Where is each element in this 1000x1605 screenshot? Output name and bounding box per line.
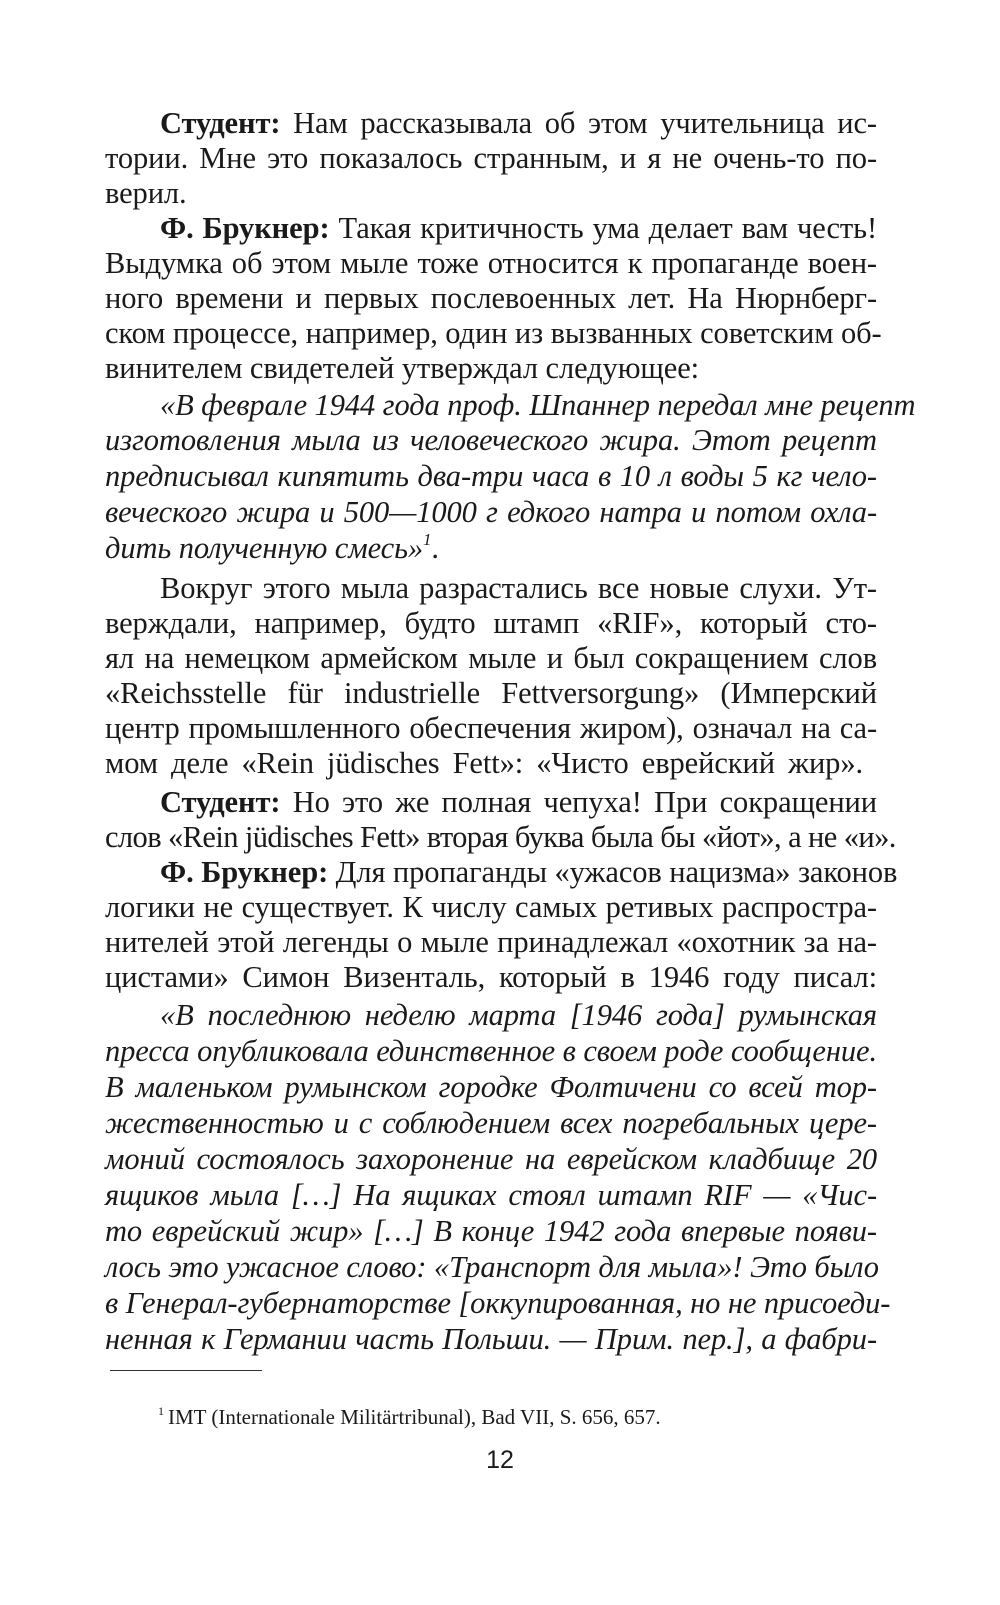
line-text: «Reichsstelle für industrielle Fettversorgung» (Имперский	[105, 676, 877, 710]
line-text: мом деле «Rein jüdisches Fett»: «Чисто еврейский жир».	[105, 746, 863, 780]
line-text: нителей этой легенды о мыле принадлежал «охотник за на-	[105, 925, 877, 959]
text-line	[0, 743, 1000, 783]
speaker-bruckner: Ф. Брукнер:	[160, 211, 330, 245]
text-line	[0, 138, 1000, 178]
quote-line	[0, 1067, 1000, 1107]
line-text: ском процессе, например, один из вызванных советским об-	[105, 316, 882, 350]
quote-line	[0, 492, 1000, 532]
line-content	[160, 208, 877, 248]
footnote-divider	[110, 1370, 262, 1371]
line-tail: .	[431, 531, 439, 565]
line-text: Вокруг этого мыла разрастались все новые слухи. Ут-	[160, 571, 877, 605]
line-text: изготовления мыла из человеческого жира. Этот рецепт	[105, 423, 877, 457]
line-text: веческого жира и 500—1000 г едкого натра и потом охла-	[105, 495, 877, 529]
line-text: дить полученную смесь»	[105, 531, 424, 565]
speaker-student: Студент:	[160, 106, 281, 140]
footnote-number: 1	[158, 1404, 164, 1418]
page-number: 12	[486, 1446, 514, 1474]
line-text: слов «Rein jüdisches Fett» вторая буква была бы «йот», а не «и».	[105, 820, 896, 854]
line-content	[160, 782, 877, 822]
text-line	[0, 708, 1000, 748]
line-text: моний состоялось захоронение на еврейском кладбище 20	[105, 1142, 877, 1176]
line-content	[160, 852, 898, 892]
text-line	[0, 957, 1000, 997]
speaker-student: Студент:	[160, 785, 281, 819]
quote-line	[0, 528, 1000, 568]
line-text: в Генерал-губернаторстве [оккупированная, но не присоеди-	[105, 1286, 891, 1320]
text-line	[0, 887, 1000, 927]
quote-line	[0, 1247, 1000, 1287]
speaker-bruckner: Ф. Брукнер:	[160, 855, 329, 889]
line-text: Такая критичность ума делает вам честь!	[338, 211, 877, 245]
line-text: цистами» Симон Визенталь, который в 1946 году писал:	[105, 960, 877, 994]
line-text: «В феврале 1944 года проф. Шпаннер передал мне рецепт	[160, 388, 916, 422]
text-line	[0, 922, 1000, 962]
text-line	[0, 243, 1000, 283]
line-text: Нам рассказывала об этом учительница ис-	[293, 106, 877, 140]
line-text: ненная к Германии часть Польши. — Прим. пер.], а фабри-	[105, 1322, 877, 1356]
line-text: то еврейский жир» […] В конце 1942 года впервые появи-	[105, 1214, 877, 1248]
line-text: тории. Мне это показалось странным, и я не очень-то по-	[105, 141, 877, 175]
quote-line	[0, 1211, 1000, 1251]
line-text: пресса опубликовала единственное в своем роде сообщение.	[105, 1034, 877, 1068]
line-content	[160, 103, 877, 143]
line-text: верждали, например, будто штамп «RIF», который сто-	[105, 606, 877, 640]
text-line	[0, 313, 1000, 353]
text-line	[0, 348, 1000, 388]
line-text: лось это ужасное слово: «Транспорт для мыла»! Это было	[105, 1250, 879, 1284]
line-text: В маленьком румынском городке Фолтичени со всей тор-	[105, 1070, 877, 1104]
text-line	[0, 638, 1000, 678]
quote-line	[0, 1319, 1000, 1359]
quote-line	[0, 1031, 1000, 1071]
line-text: ного времени и первых послевоенных лет. На Нюрнберг-	[105, 281, 877, 315]
text-line	[0, 208, 1000, 248]
footnote	[158, 1403, 661, 1431]
quote-line	[0, 385, 1000, 425]
line-text: Для пропаганды «ужасов нацизма» законов	[335, 855, 898, 889]
quote-line	[0, 1139, 1000, 1179]
line-text: ящиков мыла […] На ящиках стоял штамп RIF — «Чис-	[105, 1178, 877, 1212]
text-line	[0, 673, 1000, 713]
line-text: верил.	[105, 176, 187, 210]
text-line	[0, 603, 1000, 643]
text-line	[0, 782, 1000, 822]
quote-line	[0, 456, 1000, 496]
text-line	[0, 103, 1000, 143]
quote-line	[0, 1283, 1000, 1323]
text-line	[0, 173, 1000, 213]
line-text: винителем свидетелей утверждал следующее:	[105, 351, 700, 385]
line-text: жественностью и с соблюдением всех погребальных цере-	[105, 1106, 877, 1140]
line-text: ял на немецком армейском мыле и был сокращением слов	[105, 641, 877, 675]
line-text: «В последнюю неделю марта [1946 года] румынская	[160, 998, 877, 1032]
line-text: предписывал кипятить два-три часа в 10 л воды 5 кг чело-	[105, 459, 877, 493]
footnote-marker: 1	[423, 530, 432, 549]
line-text: логики не существует. К числу самых ретивых распростра-	[105, 890, 877, 924]
line-content	[105, 528, 439, 568]
quote-line	[0, 420, 1000, 460]
text-line	[0, 817, 1000, 857]
text-line	[0, 852, 1000, 892]
line-text: центр промышленного обеспечения жиром), означал на са-	[105, 711, 877, 745]
quote-line	[0, 1103, 1000, 1143]
text-line	[0, 568, 1000, 608]
line-text: Выдумка об этом мыле тоже относится к пропаганде воен-	[105, 246, 877, 280]
quote-line	[0, 995, 1000, 1035]
line-text: Но это же полная чепуха! При сокращении	[292, 785, 878, 819]
text-line	[0, 278, 1000, 318]
quote-line	[0, 1175, 1000, 1215]
footnote-text: IMT (Internationale Militärtribunal), Bad VII, S. 656, 657.	[168, 1405, 661, 1429]
